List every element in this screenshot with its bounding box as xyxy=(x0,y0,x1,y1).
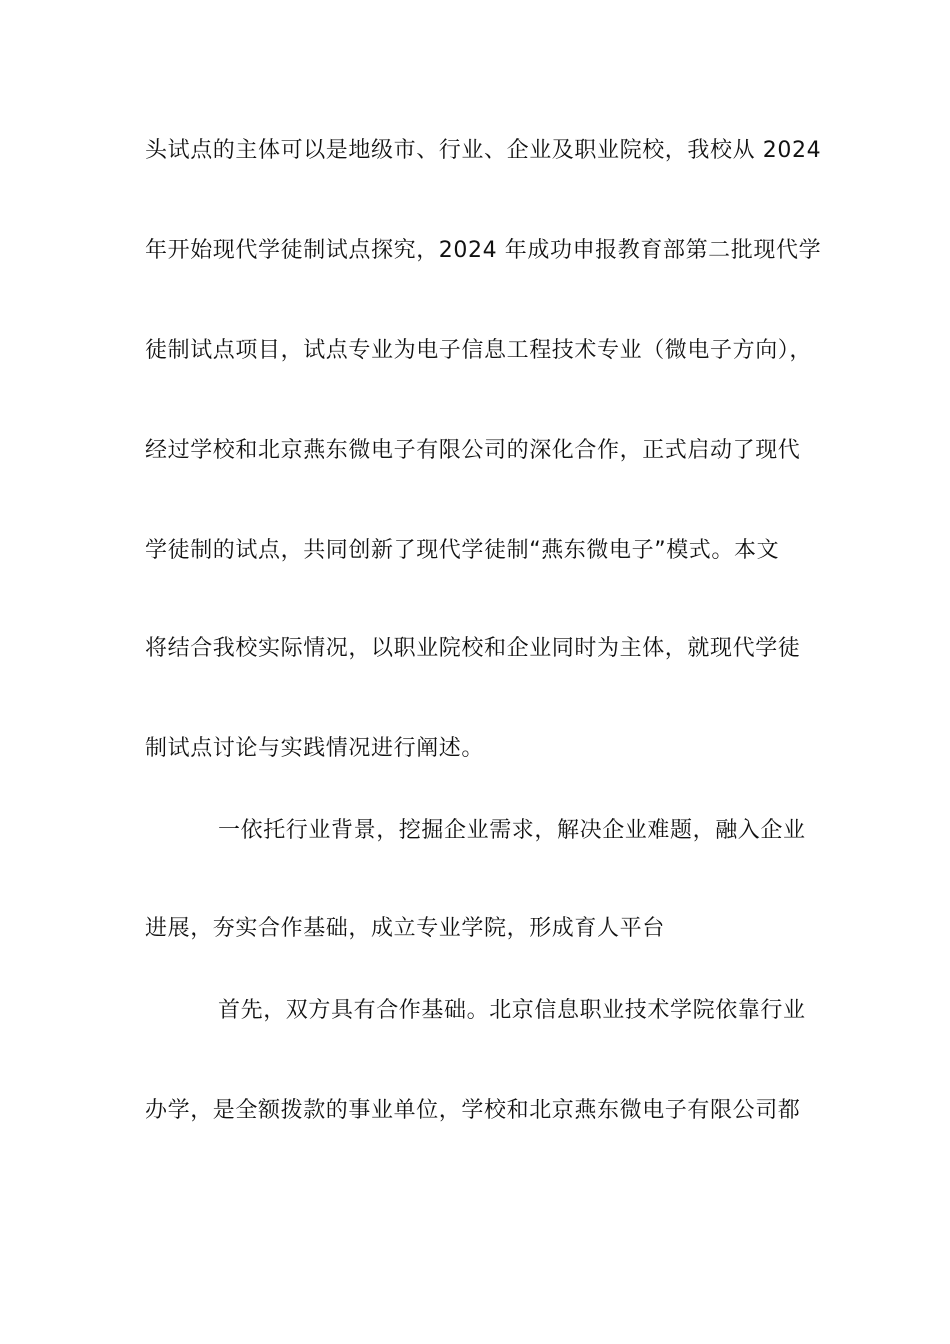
paragraph-line: 经过学校和北京燕东微电子有限公司的深化合作，正式启动了现代 xyxy=(145,438,801,463)
paragraph-line: 头试点的主体可以是地级市、行业、企业及职业院校，我校从 2024 xyxy=(145,138,822,163)
paragraph-line: 学徒制的试点，共同创新了现代学徒制“燕东微电子”模式。本文 xyxy=(145,538,780,563)
paragraph-line: 将结合我校实际情况，以职业院校和企业同时为主体，就现代学徒 xyxy=(145,636,801,661)
section-heading-line: 进展，夯实合作基础，成立专业学院，形成育人平台 xyxy=(145,916,665,941)
paragraph-line: 制试点讨论与实践情况进行阐述。 xyxy=(145,736,485,761)
paragraph-line: 徒制试点项目，试点专业为电子信息工程技术专业（微电子方向）， xyxy=(145,338,813,363)
paragraph-line: 首先，双方具有合作基础。北京信息职业技术学院依靠行业 xyxy=(218,998,806,1023)
paragraph-line: 办学，是全额拨款的事业单位，学校和北京燕东微电子有限公司都 xyxy=(145,1098,801,1123)
section-heading-line: 一依托行业背景，挖掘企业需求，解决企业难题，融入企业 xyxy=(218,818,806,843)
paragraph-line: 年开始现代学徒制试点探究，2024 年成功申报教育部第二批现代学 xyxy=(145,238,822,263)
